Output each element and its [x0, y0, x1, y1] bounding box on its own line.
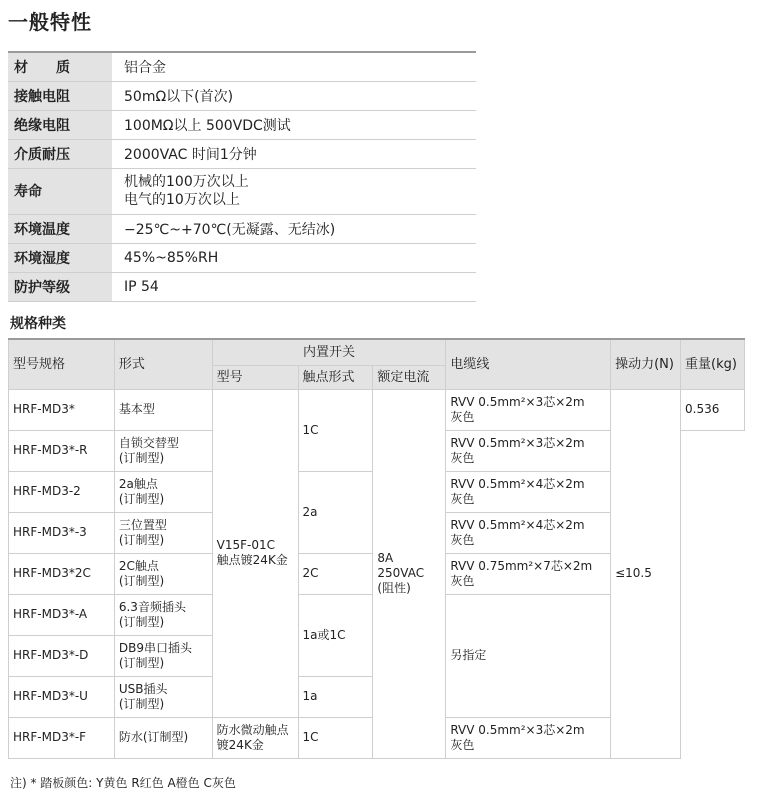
value-line: USB插头	[118, 681, 168, 696]
value-line: 三位置型	[118, 517, 167, 532]
table-row	[8, 139, 476, 168]
value-line: (订制型)	[118, 614, 165, 629]
value-line: (订制型)	[118, 532, 165, 547]
header-row	[9, 339, 745, 365]
table-row	[8, 168, 476, 214]
value-line: (订制型)	[118, 573, 165, 588]
header-rated: 额定电流	[373, 365, 446, 389]
value-line: (订制型)	[118, 696, 165, 711]
value-line: 灰色	[450, 450, 475, 465]
table-row	[8, 243, 476, 272]
row-value: −25℃~+70℃(无凝露、无结冰)	[112, 214, 476, 243]
table-row	[8, 52, 476, 81]
value-line: RVV 0.5mm²×4芯×2m	[450, 517, 585, 532]
header-switch: 内置开关	[212, 339, 446, 365]
row-label: 材 质	[8, 52, 112, 81]
table-row	[8, 110, 476, 139]
cell-cable	[446, 430, 611, 471]
value-line: 机械的100万次以上	[124, 174, 249, 190]
value-line: (订制型)	[118, 491, 165, 506]
cell-rated	[373, 389, 446, 758]
header-form: 形式	[114, 339, 212, 389]
cell-cable	[446, 389, 611, 430]
value-line: 6.3音频插头	[118, 599, 186, 614]
row-value: 100MΩ以上 500VDC测试	[112, 110, 476, 139]
value-line: 镀24K金	[216, 737, 264, 752]
cell-weight-empty	[681, 430, 745, 758]
value-line: (订制型)	[118, 450, 165, 465]
cell-model: HRF-MD3*-A	[9, 594, 115, 635]
cell-switch-model	[212, 717, 298, 758]
cell-switch-model	[212, 389, 298, 717]
header-model: 型号规格	[9, 339, 115, 389]
row-value: 45%~85%RH	[112, 243, 476, 272]
cell-contact: 1C	[298, 389, 373, 471]
cell-model: HRF-MD3*-F	[9, 717, 115, 758]
value-line: 灰色	[450, 409, 475, 424]
value-line: 250VAC	[377, 566, 425, 580]
cell-form: 防水(订制型)	[114, 717, 212, 758]
value-line: 触点镀24K金	[216, 553, 288, 567]
value-line: RVV 0.5mm²×4芯×2m	[450, 476, 585, 491]
row-label: 环境湿度	[8, 243, 112, 272]
value-line: 灰色	[450, 737, 475, 752]
value-line: 灰色	[450, 491, 475, 506]
header-weight: 重量(kg)	[681, 339, 745, 389]
footnote: 注) * 踏板颜色: Y黄色 R红色 A橙色 C灰色	[10, 776, 236, 790]
table-row	[8, 214, 476, 243]
table-row	[8, 272, 476, 301]
cell-model: HRF-MD3*-D	[9, 635, 115, 676]
value-line: (订制型)	[118, 655, 165, 670]
cell-weight: 0.536	[681, 389, 745, 430]
cell-model: HRF-MD3*2C	[9, 553, 115, 594]
cell-model: HRF-MD3*-U	[9, 676, 115, 717]
value-line: 8A	[377, 551, 394, 565]
value-line: DB9串口插头	[118, 640, 192, 655]
cell-force: ≤10.5	[611, 389, 681, 758]
cell-contact: 1a或1C	[298, 594, 373, 676]
cell-form	[114, 635, 212, 676]
value-line: 2C触点	[118, 558, 159, 573]
specification-table	[8, 338, 745, 759]
header-switch-model: 型号	[212, 365, 298, 389]
header-force: 操动力(N)	[611, 339, 681, 389]
header-cable: 电缆线	[446, 339, 611, 389]
table-row	[9, 389, 745, 430]
row-value	[112, 168, 476, 214]
row-label: 绝缘电阻	[8, 110, 112, 139]
cell-form	[114, 676, 212, 717]
row-label: 环境温度	[8, 214, 112, 243]
cell-model: HRF-MD3*-R	[9, 430, 115, 471]
value-line: RVV 0.5mm²×3芯×2m	[450, 722, 585, 737]
cell-model: HRF-MD3-2	[9, 471, 115, 512]
cell-form	[114, 430, 212, 471]
row-value: 50mΩ以下(首次)	[112, 81, 476, 110]
value-line: 灰色	[450, 532, 475, 547]
row-label: 介质耐压	[8, 139, 112, 168]
cell-cable	[446, 717, 611, 758]
cell-form: 基本型	[114, 389, 212, 430]
value-line: 电气的10万次以上	[124, 192, 240, 208]
section-title: 规格种类	[10, 316, 66, 332]
cell-cable	[446, 553, 611, 594]
row-value: IP 54	[112, 272, 476, 301]
row-label: 接触电阻	[8, 81, 112, 110]
page-title: 一般特性	[8, 10, 92, 34]
cell-cable: 另指定	[446, 594, 611, 717]
value-line: 自锁交替型	[118, 435, 179, 450]
value-line: 2a触点	[118, 476, 158, 491]
value-line: RVV 0.5mm²×3芯×2m	[450, 394, 585, 409]
cell-contact: 2C	[298, 553, 373, 594]
cell-form	[114, 471, 212, 512]
value-line: 防水微动触点	[216, 722, 289, 737]
row-value: 铝合金	[112, 52, 476, 81]
value-line: (阻性)	[377, 581, 411, 595]
cell-form	[114, 553, 212, 594]
value-line: 灰色	[450, 573, 475, 588]
table-row	[8, 81, 476, 110]
header-contact: 触点形式	[298, 365, 373, 389]
cell-model: HRF-MD3*	[9, 389, 115, 430]
cell-model: HRF-MD3*-3	[9, 512, 115, 553]
cell-contact: 2a	[298, 471, 373, 553]
cell-contact: 1a	[298, 676, 373, 717]
cell-form	[114, 512, 212, 553]
row-value: 2000VAC 时间1分钟	[112, 139, 476, 168]
cell-cable	[446, 471, 611, 512]
general-characteristics-table	[8, 51, 476, 302]
row-label: 寿命	[8, 168, 112, 214]
value-line: RVV 0.5mm²×3芯×2m	[450, 435, 585, 450]
value-line: V15F-01C	[216, 538, 276, 552]
cell-contact: 1C	[298, 717, 373, 758]
cell-form	[114, 594, 212, 635]
cell-cable	[446, 512, 611, 553]
row-label: 防护等级	[8, 272, 112, 301]
value-line: RVV 0.75mm²×7芯×2m	[450, 558, 593, 573]
